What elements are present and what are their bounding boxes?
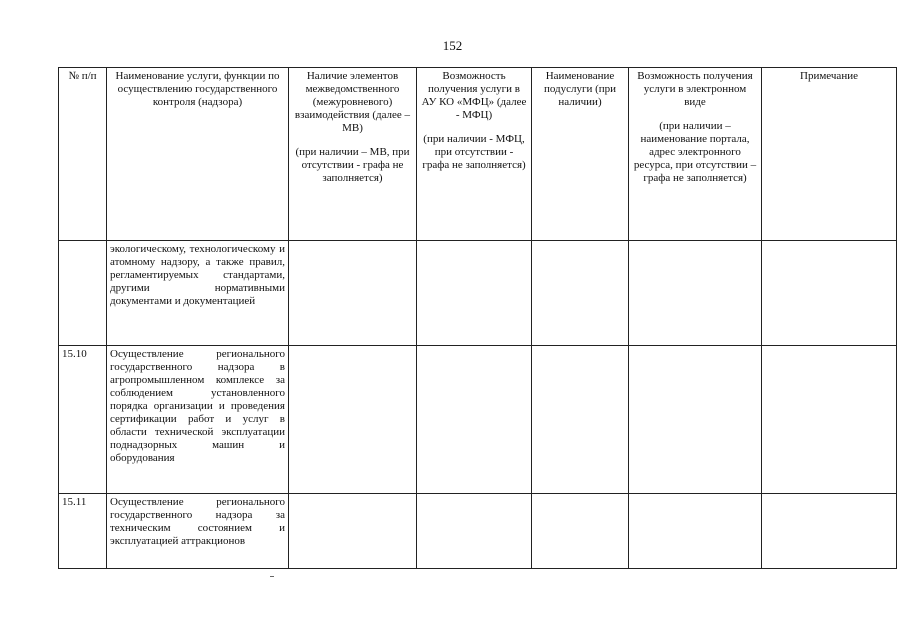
- services-table: [58, 67, 897, 569]
- row-remark-cell: [762, 494, 897, 569]
- header-electronic-text: Возможность получения услуги в электронном виде: [637, 70, 753, 108]
- header-name-text: Наименование услуги, функции по осуществлению государственного контроля (надзора): [115, 70, 280, 108]
- table-header-row: [59, 68, 897, 241]
- header-subservice: [532, 68, 629, 241]
- header-name: [107, 68, 289, 241]
- row-mfc-cell: [417, 241, 532, 346]
- row-mv-cell: [289, 346, 417, 494]
- header-num: [59, 68, 107, 241]
- row-service-name: экологическому, технологическому и атомному надзору, а также правил, регламентируемых стандартами, другими нормативными документами и документацией: [107, 241, 289, 346]
- row-remark-cell: [762, 346, 897, 494]
- row-subservice-cell: [532, 494, 629, 569]
- table-row: [59, 346, 897, 494]
- row-num: 15.10: [59, 346, 107, 494]
- header-mfc-note: (при наличии - МФЦ, при отсутствии - графа не заполняется): [422, 133, 526, 171]
- scan-artifact: [270, 576, 274, 577]
- row-subservice-cell: [532, 346, 629, 494]
- row-mfc-cell: [417, 494, 532, 569]
- row-electronic-cell: [629, 241, 762, 346]
- header-subservice-text: Наименование подуслуги (при наличии): [543, 70, 617, 108]
- header-mfc-text: Возможность получения услуги в АУ КО «МФЦ» (далее - МФЦ): [421, 70, 527, 121]
- table-row: [59, 241, 897, 346]
- row-mv-cell: [289, 241, 417, 346]
- row-mfc-cell: [417, 346, 532, 494]
- header-mv: [289, 68, 417, 241]
- header-electronic: [629, 68, 762, 241]
- table-row: [59, 494, 897, 569]
- row-service-name: Осуществление регионального государственного надзора в агропромышленном комплексе за соблюдением установленного порядка организации и проведения сертификации работ и услуг в области технической эксплуатации поднадзорных машин и оборудования: [107, 346, 289, 494]
- row-num: [59, 241, 107, 346]
- row-service-name: Осуществление регионального государственного надзора за техническим состоянием и эксплуатацией аттракционов: [107, 494, 289, 569]
- row-remark-cell: [762, 241, 897, 346]
- header-mfc: [417, 68, 532, 241]
- header-remark-text: Примечание: [800, 70, 858, 82]
- header-remark: [762, 68, 897, 241]
- row-mv-cell: [289, 494, 417, 569]
- header-electronic-note: (при наличии – наименование портала, адрес электронного ресурса, при отсутствии – графа не заполняется): [633, 120, 757, 184]
- row-subservice-cell: [532, 241, 629, 346]
- row-electronic-cell: [629, 346, 762, 494]
- row-num: 15.11: [59, 494, 107, 569]
- page-number: 152: [442, 38, 463, 53]
- header-mv-note: (при наличии – МВ, при отсутствии - графа не заполняется): [295, 146, 410, 184]
- row-electronic-cell: [629, 494, 762, 569]
- header-num-text: № п/п: [68, 70, 97, 82]
- header-mv-text: Наличие элементов межведомственного (межуровневого) взаимодействия (далее – МВ): [294, 70, 411, 134]
